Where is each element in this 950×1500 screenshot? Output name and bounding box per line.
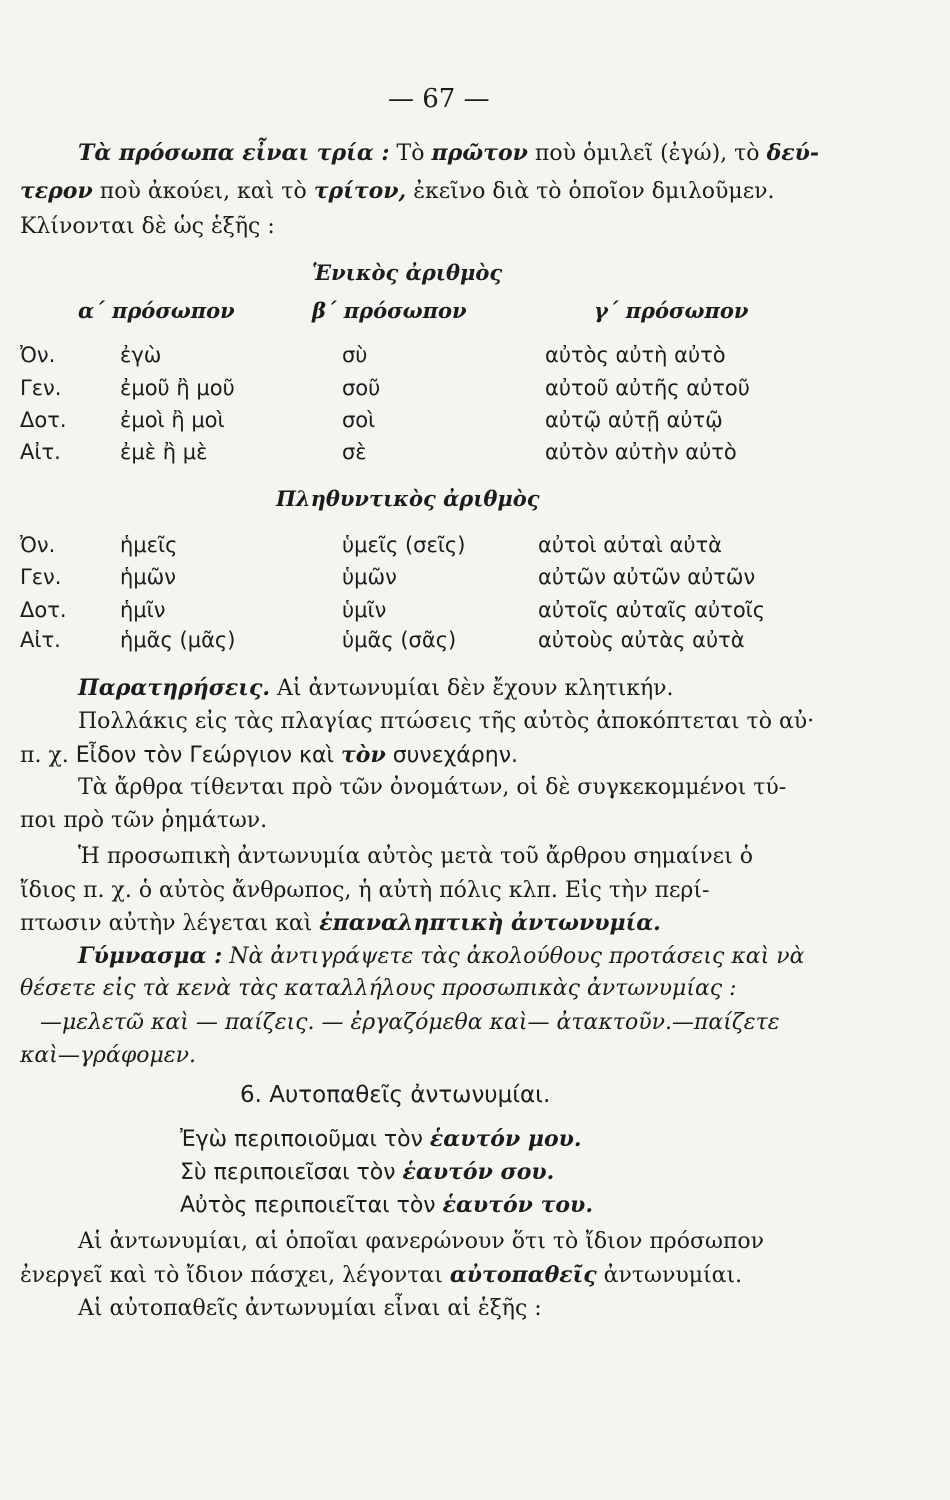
section-title: 6. Αυτοπαθεῖς ἀντωνυμίαι. xyxy=(240,1082,551,1108)
definition-line-1: Αἱ ἀντωνυμίαι, αἱ ὁποῖαι φανερώνουν ὅτι τὸ ἴδιον πρόσωπον xyxy=(78,1229,765,1254)
header-first-person: α΄ πρόσωπον xyxy=(78,298,235,323)
plural-p2-gen: ὑμῶν xyxy=(342,565,397,589)
definition-line-3: Αἱ αὐτοπαθεῖς ἀντωνυμίαι εἶναι αἱ ἑξῆς : xyxy=(78,1296,542,1321)
singular-case-acc: Αἰτ. xyxy=(20,440,61,464)
plural-case-dat: Δοτ. xyxy=(20,598,67,622)
remarks-line-5: ποι πρὸ τῶν ῥημάτων. xyxy=(20,808,268,833)
singular-p2-gen: σοῦ xyxy=(342,376,381,400)
plural-p1-acc: ἡμᾶς (μᾶς) xyxy=(120,628,236,652)
remarks-line-6: Ἡ προσωπικὴ ἀντωνυμία αὐτὸς μετὰ τοῦ ἄρθρου σημαίνει ὁ xyxy=(78,844,753,869)
plural-p2-nom: ὑμεῖς (σεῖς) xyxy=(342,533,466,557)
exercise-line-1: Γύμνασμα : Νὰ ἀντιγράψετε τὰς ἀκολούθους προτάσεις καὶ νὰ xyxy=(78,943,805,969)
remarks-line-4: Τὰ ἄρθρα τίθενται πρὸ τῶν ὀνομάτων, οἱ δὲ συγκεκομμένοι τύ- xyxy=(78,775,787,800)
plural-case-nom: Ὀν. xyxy=(20,533,56,557)
remarks-line-8: πτωσιν αὐτὴν λέγεται καὶ ἐπαναληπτικὴ ἀντωνυμία. xyxy=(20,910,661,936)
singular-p2-dat: σοὶ xyxy=(342,408,376,432)
plural-p1-nom: ἡμεῖς xyxy=(120,533,178,557)
remarks-line-3: π. χ. Εἶδον τὸν Γεώργιον καὶ τὸν συνεχάρην. xyxy=(20,742,518,768)
singular-p1-nom: ἐγὼ xyxy=(120,343,162,367)
exercise-label: Γύμνασμα : xyxy=(78,943,223,969)
intro-line-2: τερον ποὺ ἀκούει, καὶ τὸ τρίτον, ἐκεῖνο διὰ τὸ ὁποῖον δμιλοῦμεν. xyxy=(20,178,775,204)
remarks-label: Παρατηρήσεις. xyxy=(78,675,270,701)
plural-p3-acc: αὐτοὺς αὐτὰς αὐτὰ xyxy=(538,628,745,652)
definition-line-2: ἐνεργεῖ καὶ τὸ ἴδιον πάσχει, λέγονται αὐτοπαθεῖς ἀντωνυμίαι. xyxy=(20,1262,743,1288)
plural-case-acc: Αἰτ. xyxy=(20,628,61,652)
page-number: — 67 — xyxy=(388,84,490,114)
remarks-line-2: Πολλάκις εἰς τὰς πλαγίας πτώσεις τῆς αὐτὸς ἀποκόπτεται τὸ αὐ· xyxy=(78,709,815,734)
header-third-person: γ΄ πρόσωπον xyxy=(594,298,749,323)
singular-case-nom: Ὀν. xyxy=(20,343,56,367)
exercise-line-2: θέσετε εἰς τὰ κενὰ τὰς καταλλήλους προσωπικὰς ἀντωνυμίας : xyxy=(20,976,737,1001)
plural-p2-acc: ὑμᾶς (σᾶς) xyxy=(342,628,457,652)
example-line-1: Ἐγὼ περιποιοῦμαι τὸν ἑαυτόν μου. xyxy=(180,1126,582,1152)
singular-case-gen: Γεν. xyxy=(20,376,62,400)
plural-title: Πληθυντικὸς ἀριθμὸς xyxy=(276,486,540,511)
intro-line-3: Κλίνονται δὲ ὡς ἑξῆς : xyxy=(20,214,275,239)
plural-p2-dat: ὑμῖν xyxy=(342,598,387,622)
singular-p3-dat: αὐτῷ αὐτῇ αὐτῷ xyxy=(545,408,723,432)
intro-line-1: Τὰ πρόσωπα εἶναι τρία : Τὸ πρῶτον ποὺ ὁμιλεῖ (ἐγώ), τὸ δεύ- xyxy=(78,140,820,166)
singular-p2-nom: σὺ xyxy=(342,343,368,367)
example-line-2: Σὺ περιποιεῖσαι τὸν ἑαυτόν σου. xyxy=(180,1159,555,1185)
singular-p2-acc: σὲ xyxy=(342,440,367,464)
plural-case-gen: Γεν. xyxy=(20,565,62,589)
singular-p3-acc: αὐτὸν αὐτὴν αὐτὸ xyxy=(545,440,737,464)
plural-p1-gen: ἡμῶν xyxy=(120,565,176,589)
singular-p3-nom: αὐτὸς αὐτὴ αὐτὸ xyxy=(545,343,726,367)
exercise-line-4: καὶ—γράφομεν. xyxy=(20,1043,196,1068)
intro-term-persons: Τὰ πρόσωπα εἶναι τρία : xyxy=(78,140,390,166)
singular-case-dat: Δοτ. xyxy=(20,408,67,432)
singular-title: Ἑνικὸς ἀριθμὸς xyxy=(312,260,503,285)
singular-p1-acc: ἐμὲ ἢ μὲ xyxy=(120,440,208,464)
exercise-line-3: —μελετῶ καὶ — παίζεις. — ἐργαζόμεθα καὶ— ἀτακτοῦν.—παίζετε xyxy=(40,1010,780,1035)
singular-p1-gen: ἐμοῦ ἢ μοῦ xyxy=(120,376,235,400)
plural-p3-gen: αὐτῶν αὐτῶν αὐτῶν xyxy=(538,565,756,589)
remarks-line-1: Παρατηρήσεις. Αἱ ἀντωνυμίαι δὲν ἔχουν κλητικήν. xyxy=(78,675,674,701)
example-line-3: Αὐτὸς περιποιεῖται τὸν ἑαυτόν του. xyxy=(180,1192,593,1218)
plural-p3-dat: αὐτοῖς αὐταῖς αὐτοῖς xyxy=(538,598,766,622)
header-second-person: β΄ πρόσωπον xyxy=(312,298,467,323)
plural-p3-nom: αὐτοὶ αὐταὶ αὐτὰ xyxy=(538,533,723,557)
singular-p3-gen: αὐτοῦ αὐτῆς αὐτοῦ xyxy=(545,376,750,400)
remarks-line-7: ἴδιος π. χ. ὁ αὐτὸς ἄνθρωπος, ἡ αὐτὴ πόλις κλπ. Εἰς τὴν περί- xyxy=(20,878,710,903)
singular-p1-dat: ἐμοὶ ἢ μοὶ xyxy=(120,408,225,432)
plural-p1-dat: ἡμῖν xyxy=(120,598,166,622)
